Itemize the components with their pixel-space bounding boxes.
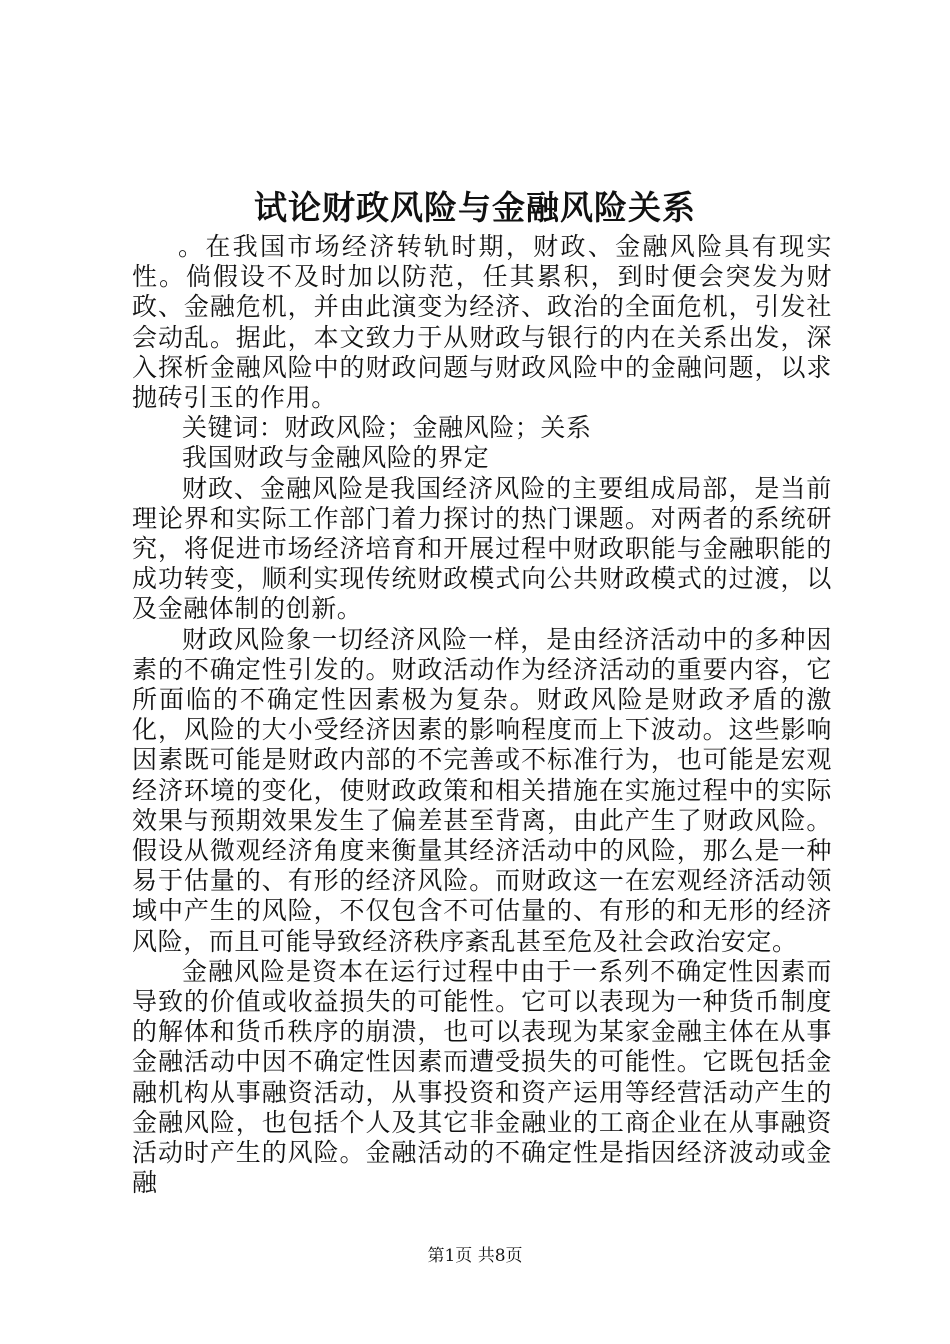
paragraph-keywords: 关键词：财政风险；金融风险；关系 xyxy=(182,413,592,443)
paragraph: 金融风险是资本在运行过程中由于一系列不确定性因素而导致的价值或收益损失的可能性。它可以表现为一种货币制度的解体和货币秩序的崩溃，也可以表现为某家金融主体在从事金融活动中因不确定性因素而遭受损失的可能性。它既包括金融机构从事融资活动，从事投资和资产运用等经营活动产生的金融风险，也包括个人及其它非金融业的工商企业在从事融资活动时产生的风险。金融活动的不确定性是指因经济波动或金融 xyxy=(132,956,832,1198)
page-footer: 第1页 共8页 xyxy=(427,1246,523,1266)
paragraph-abstract: 。在我国市场经济转轨时期，财政、金融风险具有现实性。倘假设不及时加以防范，任其累积，到时便会突发为财政、金融危机，并由此演变为经济、政治的全面危机，引发社会动乱。据此，本文致力于从财政与银行的内在关系出发，深入探析金融风险中的财政问题与财政风险中的金融问题，以求抛砖引玉的作用。 xyxy=(132,232,832,413)
paragraph: 财政、金融风险是我国经济风险的主要组成局部，是当前理论界和实际工作部门着力探讨的热门课题。对两者的系统研究，将促进市场经济培育和开展过程中财政职能与金融职能的成功转变，顺利实现传统财政模式向公共财政模式的过渡，以及金融体制的创新。 xyxy=(132,473,832,624)
section-heading: 我国财政与金融风险的界定 xyxy=(182,443,490,473)
document-body xyxy=(132,232,832,1199)
paragraph: 财政风险象一切经济风险一样，是由经济活动中的多种因素的不确定性引发的。财政活动作为经济活动的重要内容，它所面临的不确定性因素极为复杂。财政风险是财政矛盾的激化，风险的大小受经济因素的影响程度而上下波动。这些影响因素既可能是财政内部的不完善或不标准行为，也可能是宏观经济环境的变化，使财政政策和相关措施在实施过程中的实际效果与预期效果发生了偏差甚至背离，由此产生了财政风险。假设从微观经济角度来衡量其经济活动中的风险，那么是一种易于估量的、有形的经济风险。而财政这一在宏观经济活动领域中产生的风险，不仅包含不可估量的、有形的和无形的经济风险，而且可能导致经济秩序紊乱甚至危及社会政治安定。 xyxy=(132,624,832,956)
document-title: 试论财政风险与金融风险关系 xyxy=(254,188,696,227)
